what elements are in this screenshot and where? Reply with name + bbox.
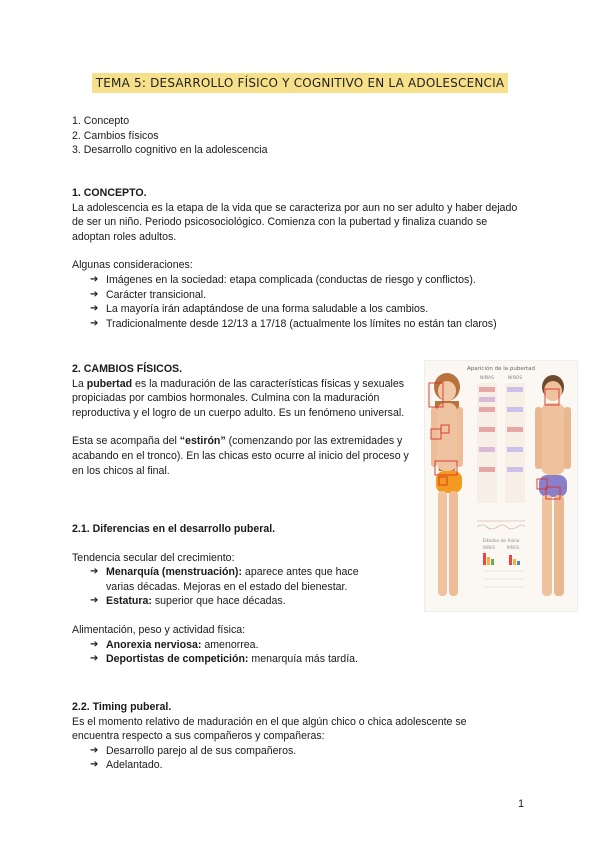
table-of-contents [72, 114, 268, 158]
subsection-timing [72, 700, 512, 773]
page-number: 1 [518, 798, 524, 810]
list-lead: Algunas consideraciones: [72, 259, 193, 272]
list-item: ➔ La mayoría irán adaptándose de una forma saludable a los cambios. [90, 302, 522, 317]
boy-figure [535, 375, 571, 596]
toc-item: 3. Desarrollo cognitivo en la adolescencia [72, 144, 268, 157]
paragraph: La pubertad es la maduración de las características físicas y sexuales propiciadas por cambios hormonales. Culmina con la maduración reproductiva y el logro de un cuerpo adulto. Es un fenómeno universal. [72, 377, 405, 419]
list-item: ➔ Carácter transicional. [90, 288, 522, 303]
list-item: ➔ Estatura: superior que hace décadas. [90, 594, 380, 609]
document-title [0, 74, 600, 92]
list-item: ➔ Anorexia nerviosa: amenorrea. [90, 638, 532, 653]
paragraph: Es el momento relativo de maduración en el que algún chico o chica adolescente se encuentra respecto a sus compañeros y compañeras: [72, 715, 467, 743]
paragraph: Esta se acompaña del “estirón” (comenzando por las extremidades y acabando en el tronco). En las chicas esto ocurre al inicio del proceso y en los chicos al final. [72, 435, 409, 477]
figure-col-girls: NIÑAS [480, 376, 494, 381]
list-item: ➔ Desarrollo parejo al de sus compañeros. [90, 744, 512, 759]
toc-item: 1. Concepto [72, 115, 130, 127]
onset-age-chart [477, 521, 525, 587]
section-heading: 2. CAMBIOS FÍSICOS. [72, 363, 183, 375]
nutrition-list [72, 638, 532, 667]
subsection-heading: 2.1. Diferencias en el desarrollo puberal. [72, 523, 276, 535]
list-lead: Tendencia secular del crecimiento: [72, 551, 235, 564]
bold-term: pubertad [86, 377, 133, 390]
toc-item: 2. Cambios físicos [72, 129, 159, 142]
list-item: ➔ Tradicionalmente desde 12/13 a 17/18 (actualmente los límites no están tan claros) [90, 317, 522, 332]
list-item: ➔ Imágenes en la sociedad: etapa complicada (conductas de riesgo y conflictos). [90, 273, 522, 288]
section-concepto [72, 186, 522, 331]
stage-chart [477, 383, 525, 503]
list-item: ➔ Menarquía (menstruación): aparece antes que hace varias décadas. Mejoras en el estado del bienestar. [90, 565, 380, 594]
list-item: ➔ Deportistas de competición: menarquía más tardía. [90, 652, 532, 667]
list-item: ➔ Adelantado. [90, 758, 512, 773]
considerations-list [72, 273, 522, 331]
section-cambios-fisicos [72, 362, 412, 478]
puberty-illustration [424, 360, 578, 612]
section-heading: 1. CONCEPTO. [72, 187, 147, 199]
subsection-heading: 2.2. Timing puberal. [72, 701, 172, 713]
figure-bottom-label: Edades de Inicio [482, 539, 520, 544]
bold-term: “estirón” [179, 435, 226, 448]
figure-title: Aparición de la pubertad [467, 366, 535, 372]
paragraph: La adolescencia es la etapa de la vida que se caracteriza por aun no ser adulto y haber dejado de ser un niño. Periodo psicosociológico. Comienza con la pubertad y finaliza cuando se adoptan roles adultos. [72, 201, 518, 243]
figure-sub-girls: NIÑAS [482, 545, 496, 550]
puberty-figure-svg [425, 361, 577, 611]
list-lead: Alimentación, peso y actividad física: [72, 623, 246, 636]
timing-list [72, 744, 512, 773]
figure-col-boys: NIÑOS [507, 376, 523, 381]
secular-trend-list [72, 565, 380, 609]
title-text: TEMA 5: DESARROLLO FÍSICO Y COGNITIVO EN LA ADOLESCENCIA [92, 73, 509, 93]
figure-sub-boys: NIÑOS [506, 545, 520, 550]
